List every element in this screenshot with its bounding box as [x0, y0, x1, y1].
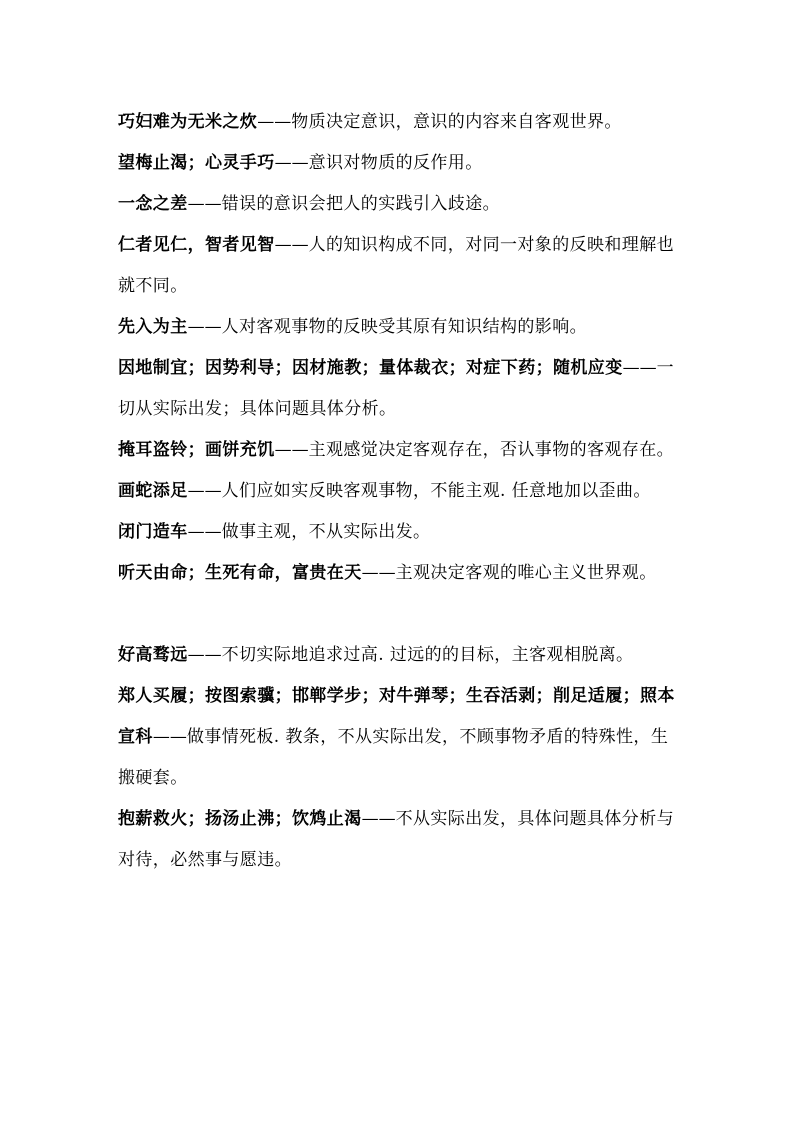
- list-item: [118, 635, 678, 676]
- dash-separator: ——: [274, 153, 309, 173]
- list-item: [118, 553, 678, 594]
- idiom-term: 一念之差: [118, 194, 188, 214]
- idiom-term: 望梅止渴；心灵手巧: [118, 153, 275, 173]
- idiom-list: [118, 102, 678, 881]
- idiom-meaning: 人的知识构成不同，对同一对象的反映和理解也就不同。: [118, 235, 675, 296]
- idiom-meaning: 做事情死板. 教条，不从实际出发，不顾事物矛盾的特殊性，生搬硬套。: [118, 727, 669, 788]
- idiom-meaning: 人对客观事物的反映受其原有知识结构的影响。: [221, 317, 588, 337]
- idiom-meaning: 做事主观，不从实际出发。: [221, 522, 431, 542]
- idiom-term: 抱薪救火；扬汤止沸；饮鸩止渴: [118, 809, 362, 829]
- dash-separator: ——: [152, 727, 187, 747]
- idiom-meaning: 人们应如实反映客观事物，不能主观. 任意地加以歪曲。: [221, 481, 651, 501]
- dash-separator: ——: [187, 194, 222, 214]
- dash-separator: ——: [187, 481, 222, 501]
- list-item: [118, 512, 678, 553]
- list-item: [118, 348, 678, 430]
- dash-separator: ——: [274, 235, 309, 255]
- idiom-term: 巧妇难为无米之炊: [118, 112, 258, 132]
- dash-separator: ——: [274, 440, 309, 460]
- idiom-meaning: 不从实际出发，具体问题具体分析与对待，必然事与愿违。: [118, 809, 675, 870]
- dash-separator: ——: [187, 522, 222, 542]
- dash-separator: ——: [257, 112, 292, 132]
- list-item: [118, 430, 678, 471]
- idiom-meaning: 物质决定意识，意识的内容来自客观世界。: [291, 112, 622, 132]
- dash-separator: ——: [361, 563, 396, 583]
- list-item: [118, 102, 678, 143]
- idiom-meaning: 一切从实际出发；具体问题具体分析。: [118, 358, 675, 419]
- idiom-term: 先入为主: [118, 317, 188, 337]
- idiom-meaning: 主观感觉决定客观存在，否认事物的客观存在。: [308, 440, 675, 460]
- dash-separator: ——: [187, 645, 222, 665]
- idiom-term: 因地制宜；因势利导；因材施教；量体裁衣；对症下药；随机应变: [118, 358, 623, 378]
- idiom-term: 闭门造车: [118, 522, 188, 542]
- idiom-meaning: 主观决定客观的唯心主义世界观。: [395, 563, 657, 583]
- idiom-term: 郑人买履；按图索骥；邯郸学步；对牛弹琴；生吞活剥；削足适履；照本宣科: [118, 686, 675, 747]
- dash-separator: ——: [361, 809, 396, 829]
- blank-line: [118, 594, 678, 635]
- idiom-meaning: 意识对物质的反作用。: [308, 153, 483, 173]
- list-item: [118, 143, 678, 184]
- list-item: [118, 676, 678, 799]
- list-item: [118, 799, 678, 881]
- list-item: [118, 307, 678, 348]
- list-item: [118, 225, 678, 307]
- dash-separator: ——: [187, 317, 222, 337]
- idiom-term: 仁者见仁，智者见智: [118, 235, 275, 255]
- idiom-term: 画蛇添足: [118, 481, 188, 501]
- dash-separator: ——: [622, 358, 657, 378]
- list-item: [118, 471, 678, 512]
- idiom-term: 掩耳盗铃；画饼充饥: [118, 440, 275, 460]
- idiom-meaning: 错误的意识会把人的实践引入歧途。: [221, 194, 501, 214]
- idiom-meaning: 不切实际地追求过高. 过远的的目标，主客观相脱离。: [221, 645, 634, 665]
- idiom-term: 听天由命；生死有命，富贵在天: [118, 563, 362, 583]
- idiom-term: 好高骛远: [118, 645, 188, 665]
- list-item: [118, 184, 678, 225]
